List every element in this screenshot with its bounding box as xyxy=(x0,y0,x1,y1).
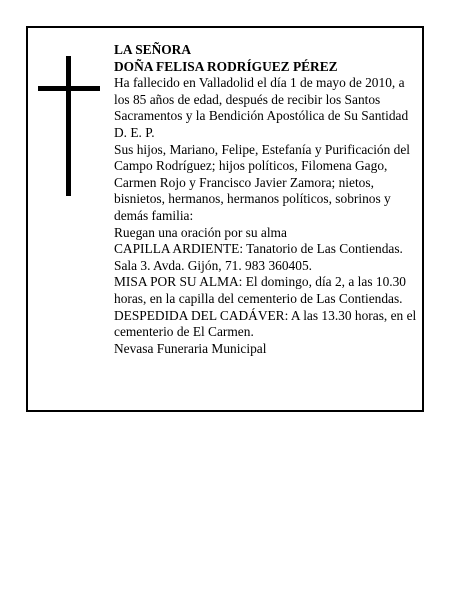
cross-vertical-bar xyxy=(66,56,71,196)
notice-heading-name: DOÑA FELISA RODRÍGUEZ PÉREZ xyxy=(114,58,338,74)
obituary-notice xyxy=(26,26,424,412)
notice-paragraph-family: Sus hijos, Mariano, Felipe, Estefanía y Purificación del Campo Rodríguez; hijos políticos, Filomena Gago, Carmen Rojo y Francisco Javier Zamora; nietos, bisnietos, hermanos, hermanos políticos, sobrinos y demás familia: xyxy=(114,141,411,223)
cross-icon xyxy=(38,56,100,196)
notice-paragraph-prayer: Ruegan una oración por su alma xyxy=(114,224,287,240)
notice-paragraph-mass: MISA POR SU ALMA: El domingo, día 2, a las 10.30 horas, en la capilla del cementerio de Las Contiendas. xyxy=(114,274,407,306)
notice-text xyxy=(114,42,418,357)
notice-paragraph-farewell: DESPEDIDA DEL CADÁVER: A las 13.30 horas, en el cementerio de El Carmen. xyxy=(114,307,417,340)
notice-paragraph-funeral-home: Nevasa Funeraria Municipal xyxy=(114,340,267,356)
notice-paragraph-death: Ha fallecido en Valladolid el día 1 de mayo de 2010, a los 85 años de edad, después de recibir los Santos Sacramentos y la Bendición Apostólica de Su Santidad D. E. P. xyxy=(114,75,409,140)
notice-paragraph-chapel: CAPILLA ARDIENTE: Tanatorio de Las Contiendas. Sala 3. Avda. Gijón, 71. 983 360405. xyxy=(114,241,403,273)
notice-heading-title: LA SEÑORA xyxy=(114,42,192,57)
cross-horizontal-bar xyxy=(38,86,100,91)
